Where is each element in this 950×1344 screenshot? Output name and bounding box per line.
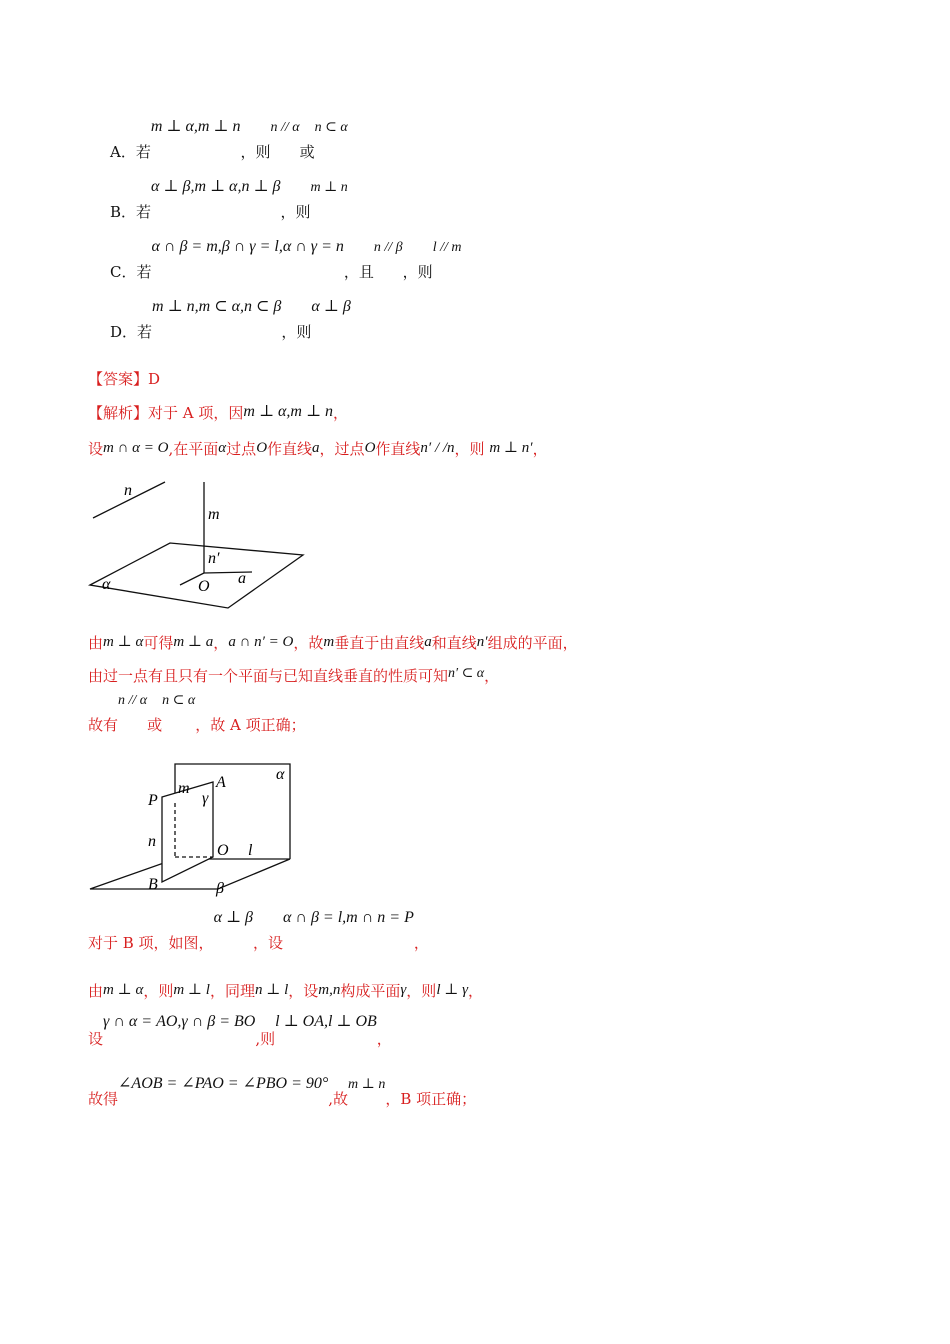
l2-run-0: 设 <box>88 440 104 458</box>
l2-run-8: ，过点 <box>319 440 365 458</box>
option-d-label: D．若 <box>110 323 153 341</box>
option-d-conclusion: α ⊥ β <box>311 298 351 315</box>
option-a-condition: m ⊥ α,m ⊥ n <box>150 118 241 135</box>
l2-run-2: ,在平面 <box>168 440 219 458</box>
option-d-condition: m ⊥ n,m ⊂ α,n ⊂ β <box>152 298 282 315</box>
analysis-line-1: 【解析】对于 A 项，因m ⊥ α,m ⊥ n， <box>88 403 349 422</box>
option-c-condition: α ∩ β = m,β ∩ γ = l,α ∩ γ = n <box>151 238 344 255</box>
l3-run-1: m ⊥ α <box>103 634 144 650</box>
l7-run-2: ，则 <box>143 982 174 1000</box>
l2-run-13: m ⊥ n′ <box>489 440 533 456</box>
l3-run-4: ， <box>213 634 229 652</box>
l2-run-11: n′ / /n <box>420 440 455 456</box>
label-m: m <box>208 506 220 523</box>
l3-run-7: m <box>323 634 335 650</box>
l7-run-4: ，同理 <box>209 982 255 1000</box>
l7-run-8: 构成平面 <box>340 982 401 1000</box>
option-b-condition: α ⊥ β,m ⊥ α,n ⊥ β <box>151 178 281 195</box>
option-d: D．若m ⊥ n,m ⊂ α,n ⊂ β，则α ⊥ β <box>110 298 351 341</box>
analysis-line-9: 故得∠AOB = ∠PAO = ∠PBO = 90°,故m ⊥ n，B 项正确； <box>88 1075 477 1108</box>
l3-run-9: a <box>424 634 432 650</box>
l2-run-3: α <box>218 440 227 456</box>
label-a: a <box>238 570 246 587</box>
l7-run-10: ，则 <box>406 982 437 1000</box>
l2-run-1: m ∩ α = O <box>103 440 169 456</box>
label-P: P <box>148 792 158 809</box>
l3-run-2: 可得 <box>143 634 174 652</box>
label-A: A <box>216 774 226 791</box>
l2-run-10: 作直线 <box>375 440 421 458</box>
figure-2-perpendicular-planes <box>80 755 320 905</box>
l7-run-5: n ⊥ l <box>254 982 289 998</box>
option-a: A．若m ⊥ α,m ⊥ n，则n // α或n ⊂ α <box>110 118 348 161</box>
l3-run-5: a ∩ n′ = O <box>228 634 294 650</box>
plane-alpha <box>90 543 303 608</box>
answer-value: D <box>148 370 161 388</box>
analysis-line-7 <box>88 980 483 1001</box>
label-l: l <box>248 842 253 859</box>
analysis-line-3 <box>88 632 578 653</box>
label-alpha: α <box>102 576 111 593</box>
l7-run-11: l ⊥ γ <box>436 982 468 998</box>
l2-run-4: 过点 <box>226 440 257 458</box>
analysis-tag: 【解析】 <box>88 404 149 422</box>
label-n: n <box>124 482 132 499</box>
l2-run-12: ，则 <box>454 440 490 458</box>
analysis-line-2 <box>88 438 548 459</box>
answer-line <box>88 368 160 389</box>
option-a-label: A．若 <box>110 143 151 161</box>
l3-run-0: 由 <box>88 634 104 652</box>
option-a-conclusion-1: n // α <box>270 120 300 135</box>
l3-run-12: 组成的平面， <box>487 634 578 652</box>
l2-run-9: O <box>364 440 376 456</box>
l3-run-8: 垂直于由直线 <box>334 634 425 652</box>
option-a-conclusion-2: n ⊂ α <box>314 120 348 135</box>
label-n: n <box>148 833 156 850</box>
figure-1-plane-diagram <box>80 475 320 615</box>
analysis-line-8: 设γ ∩ α = AO,γ ∩ β = BO,则l ⊥ OA,l ⊥ OB， <box>88 1013 392 1048</box>
answer-tag: 【答案】 <box>88 370 149 388</box>
analysis-line-4: 由过一点有且只有一个平面与已知直线垂直的性质可知n′ ⊂ α， <box>88 666 500 685</box>
analysis-line-5: 故有n // α或n ⊂ α，故 A 项正确； <box>88 693 306 734</box>
label-beta: β <box>216 880 224 897</box>
label-O: O <box>198 578 210 595</box>
label-m: m <box>178 780 190 797</box>
l7-run-7: m,n <box>318 982 341 998</box>
label-gamma: γ <box>202 790 209 807</box>
l2-run-6: 作直线 <box>267 440 313 458</box>
label-alpha: α <box>276 766 285 783</box>
l2-run-5: O <box>256 440 268 456</box>
label-n-prime: n′ <box>208 550 220 567</box>
analysis-line-6: 对于 B 项，如图，α ⊥ β，设α ∩ β = l,m ∩ n = P， <box>88 909 429 952</box>
l3-run-10: 和直线 <box>431 634 477 652</box>
l7-run-6: ，设 <box>288 982 319 1000</box>
l3-run-11: n′ <box>476 634 488 650</box>
l7-run-12: ， <box>468 982 484 1000</box>
l7-run-0: 由 <box>88 982 104 1000</box>
option-c-conclusion: l // m <box>432 240 462 255</box>
l2-run-7: a <box>312 440 320 456</box>
option-c-middle: n // β <box>373 240 403 255</box>
option-b-conclusion: m ⊥ n <box>310 180 348 195</box>
option-b-label: B．若 <box>110 203 152 221</box>
l7-run-1: m ⊥ α <box>103 982 144 998</box>
l2-run-14: ， <box>532 440 548 458</box>
label-O: O <box>217 842 229 859</box>
l7-run-3: m ⊥ l <box>173 982 210 998</box>
option-c-label: C．若 <box>110 263 152 281</box>
label-B: B <box>148 876 158 893</box>
l7-run-9: γ <box>400 982 407 998</box>
l3-run-3: m ⊥ a <box>173 634 214 650</box>
option-c: C．若α ∩ β = m,β ∩ γ = l,α ∩ γ = n，且n // β，则l // m <box>110 238 462 281</box>
option-b: B．若α ⊥ β,m ⊥ α,n ⊥ β，则m ⊥ n <box>110 178 348 221</box>
l3-run-6: ，故 <box>293 634 324 652</box>
